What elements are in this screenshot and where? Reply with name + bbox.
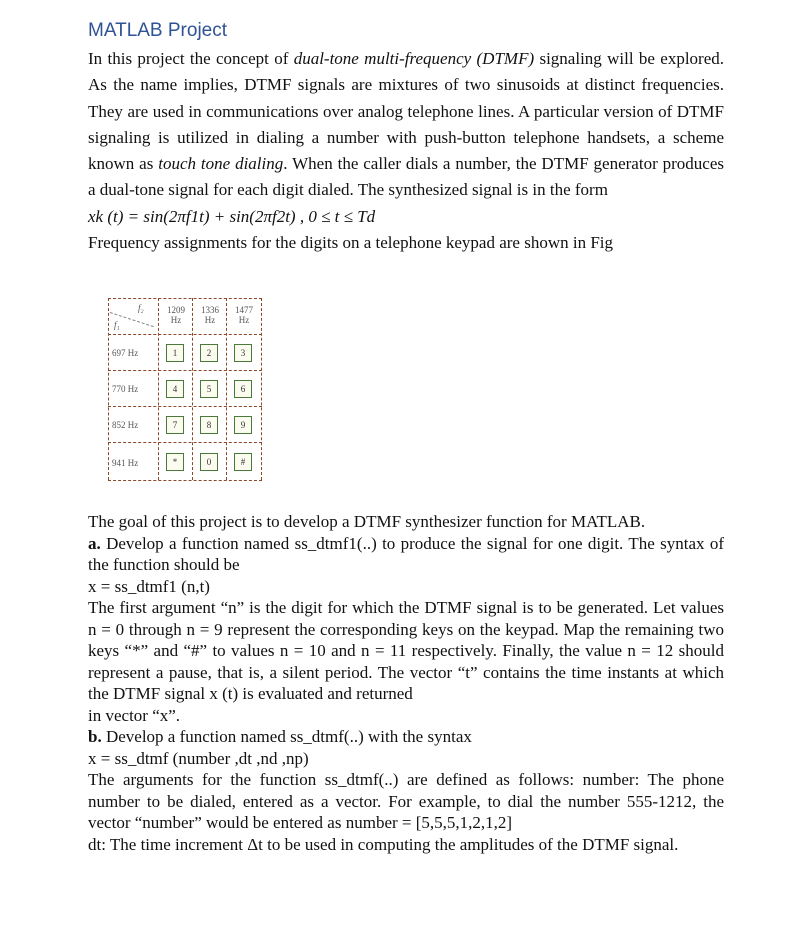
grid-line <box>158 298 159 480</box>
keypad-key-1: 1 <box>166 344 184 362</box>
part-a-syntax: x = ss_dtmf1 (n,t) <box>88 576 210 596</box>
dtmf-keypad-figure <box>108 298 262 482</box>
dt-description: dt: The time increment Δt to be used in computing the amplitudes of the DTMF signal. <box>88 834 679 854</box>
grid-line <box>108 298 109 480</box>
grid-line <box>108 406 262 407</box>
intro-section <box>88 46 724 256</box>
dtmf-term: dual-tone multi-frequency (DTMF) <box>293 49 535 68</box>
row-frequency: 770 Hz <box>112 384 139 394</box>
part-b-syntax: x = ss_dtmf (number ,dt ,nd ,np) <box>88 748 309 768</box>
row-frequency: 852 Hz <box>112 420 139 430</box>
f2-label: f₂ <box>138 303 144 313</box>
task-section <box>88 511 724 855</box>
keypad-key-7: 7 <box>166 416 184 434</box>
keypad-key-4: 4 <box>166 380 184 398</box>
column-frequency: 1477 Hz <box>235 305 253 325</box>
grid-line <box>192 298 193 480</box>
f1-label: f₁ <box>114 320 120 330</box>
touch-tone-term: touch tone dialing <box>158 154 284 174</box>
keypad-key-3: 3 <box>234 344 252 362</box>
grid-line <box>261 298 262 480</box>
grid-line <box>108 442 262 443</box>
keypad-key-5: 5 <box>200 380 218 398</box>
keypad-key-hash: # <box>234 453 252 471</box>
frequency-assignment-text: Frequency assignments for the digits on a telephone keypad are shown in Fig <box>88 232 613 252</box>
keypad-key-6: 6 <box>234 380 252 398</box>
grid-line <box>226 298 227 480</box>
signal-formula: xk (t) = sin(2πf1t) + sin(2πf2t) , 0 ≤ t ≤ Td <box>88 206 376 226</box>
part-a-description: The first argument “n” is the digit for which the DTMF signal is to be generated. Let values n = 0 through n = 9 represent the corresponding keys on the keypad. Map the remaining two keys “*” and “#” to values n = 10 and n = 11 respectively. Finally, the value n = 12 should represent a pause, that is, a silent period. The vector “t” contains the time instants at which the DTMF signal x (t) is evaluated and returned <box>88 598 724 703</box>
grid-line <box>108 298 262 299</box>
part-b-intro: b. Develop a function named ss_dtmf(..) with the syntax <box>88 727 472 746</box>
page-title: MATLAB Project <box>88 20 228 41</box>
column-frequency: 1209 Hz <box>167 305 185 325</box>
grid-line <box>108 334 262 335</box>
goal-text: The goal of this project is to develop a DTMF synthesizer function for MATLAB. <box>88 512 646 531</box>
part-a-intro: a. Develop a function named ss_dtmf1(..) to produce the signal for one digit. The syntax of the function should be <box>88 533 724 574</box>
keypad-key-star: * <box>166 453 184 471</box>
row-frequency: 941 Hz <box>112 458 139 468</box>
keypad-key-2: 2 <box>200 344 218 362</box>
keypad-key-9: 9 <box>234 416 252 434</box>
keypad-key-0: 0 <box>200 453 218 471</box>
grid-line <box>108 480 262 481</box>
intro-paragraph: In this project the concept of dual-tone multi-frequency (DTMF) signaling will be explored. As the name implies, DTMF signals are mixtures of two sinusoids at distinct frequencies. They are used in communications over analog telephone lines. A particular version of DTMF signaling is utilized in dialing a number with push-button telephone handsets, a scheme known as touch tone dialing. When the caller dials a number, the DTMF generator produces a dual-tone signal for each digit dialed. The synthesized signal is in the form <box>88 49 724 200</box>
keypad-key-8: 8 <box>200 416 218 434</box>
row-frequency: 697 Hz <box>112 348 139 358</box>
part-b-description: The arguments for the function ss_dtmf(..) are defined as follows: number: The phone number to be dialed, entered as a vector. For example, to dial the number 555-1212, the vector “number” would be entered as number = [5,5,5,1,2,1,2] <box>88 770 724 832</box>
part-a-description-end: in vector “x”. <box>88 705 181 725</box>
column-frequency: 1336 Hz <box>201 305 219 325</box>
grid-line <box>108 370 262 371</box>
